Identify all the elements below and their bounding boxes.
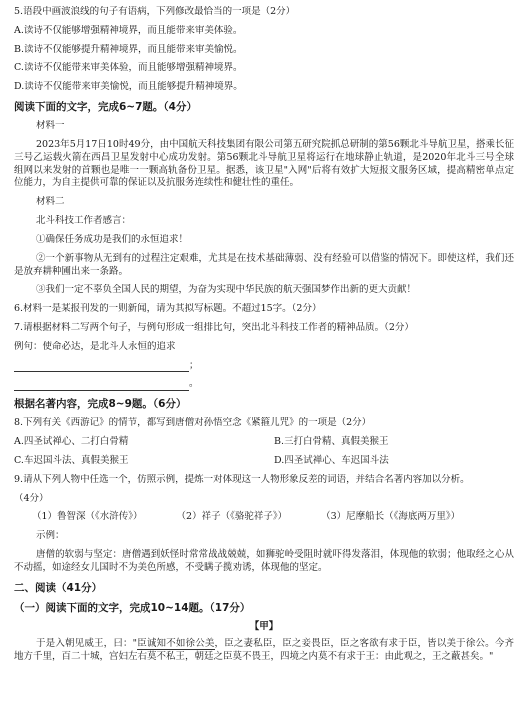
part2-heading: 二、阅读（41分） [14,581,103,594]
answer-blank-1[interactable] [14,361,189,372]
q8-options-row-2 [14,455,514,468]
passage-jia-post: ，臣之妻私臣，臣之妾畏臣，臣之客欲有求于臣，皆以美于徐公。今齐地方千里，百二十城，宫妇左右莫不私王，朝廷之臣莫不畏王，四境之内莫不有求于王：由此观之，王之蔽甚矣。" [14,637,514,662]
blank-end-1: ； [189,359,199,371]
q9-choice-2: （2）祥子（《骆驼祥子》） [176,511,288,523]
q8-options-row-1 [14,436,514,449]
q9-choice-3: （3）尼摩船长（《海底两万里》） [321,511,461,523]
q9-choices [32,511,514,524]
q8-stem: 8.下列有关《西游记》的情节，都写到唐僧对孙悟空念《紧箍儿咒》的一项是（2分） [14,417,372,429]
q9-score: （4分） [14,492,49,504]
q6-stem: 6.材料一是某报刊发的一则新闻，请为其拟写标题。不超过15字。（2分） [14,303,322,315]
material1-text: 2023年5月17日10时49分，由中国航天科技集团有限公司第五研究院抓总研制的第56颗北斗导航卫星，搭乘长征三号乙运载火箭在西昌卫星发射中心成功发射。第56颗北斗导航卫星将运行在地球静止轨道，是2020年北斗三号全球组网以来发射的首颗也是唯一一颗高轨备份卫星。据悉，该卫星"入网"后将有效扩大短报文服务区域，提高精密单点定位能力，为自主提供可靠的保证以及抗服务连续性和健壮性的重任。 [14,139,514,189]
material2-label: 材料二 [36,196,65,208]
material2-item-1: ①确保任务成功是我们的永恒追求！ [36,233,189,245]
q8-option-a: A.四圣试禅心、二打白骨精 [14,436,129,448]
q7-example: 例句：使命必达，是北斗人永恒的追求 [14,340,176,352]
part2-sub-heading: （一）阅读下面的文字，完成10~14题。（17分） [14,601,251,614]
blank-end-2: 。 [189,378,199,390]
passage-jia-text [14,638,514,664]
material2-item-3: ③我们一定不辜负全国人民的期望，为奋为实现中华民族的航天强国梦作出新的更大贡献！ [36,284,417,296]
passage-jia-label: 【甲】 [249,621,279,633]
q9-example-text: 唐僧的软弱与坚定：唐僧遇到妖怪时常常战战兢兢，如狮驼岭受阻时就吓得发落泪，体现他的软弱；他取经之心从不动摇，如途经女儿国时不为美色所感，不受瞒子揽劝诱，体现他的坚定。 [14,549,514,573]
q9-choice-1: （1）鲁智深（《水浒传》） [32,511,143,523]
q9-example-label: 示例： [36,530,65,542]
q7-answer-line-2[interactable] [14,378,514,391]
q5-option-a: A.读诗不仅能够增强精神境界，而且能带来审美体验。 [14,24,243,36]
answer-blank-2[interactable] [14,380,189,391]
q5-stem: 5.语段中画波浪线的句子有语病，下列修改最恰当的一项是（2分） [14,6,296,17]
material1-label: 材料一 [36,120,65,132]
q8-option-d: D.四圣试禅心、车迟国斗法 [274,455,389,467]
reading-6-7-heading: 阅读下面的文字，完成6~7题。（4分） [14,101,197,114]
q5-option-d: D.读诗不仅能带来审美愉悦，而且能够提升精神境界。 [14,81,243,93]
q5-option-b: B.读诗不仅能够提升精神境界，而且能带来审美愉悦。 [14,43,243,55]
q8-option-c: C.车迟国斗法、真假美猴王 [14,455,129,467]
material2-intro: 北斗科技工作者感言： [36,215,132,227]
classics-8-9-heading: 根据名著内容，完成8~9题。（6分） [14,398,187,411]
q9-stem: 9.请从下列人物中任选一个，仿照示例，提炼一对体现这一人物形象反差的词语，并结合名著内容加以分析。 [14,473,470,485]
passage-jia-pre: 于是入朝见威王，曰：" [36,637,138,649]
q5-option-c: C.读诗不仅能带来审美体验，而且能够增强精神境界。 [14,62,243,74]
material2-item-2: ②一个新事物从无到有的过程注定艰难，尤其是在技术基础薄弱、没有经验可以借鉴的情况下。即使这样，我们还是放弃耕种圃出来一条路。 [14,252,514,277]
q8-option-b: B.三打白骨精、真假美猴王 [274,436,389,448]
q7-answer-line-1[interactable] [14,360,514,373]
q7-stem: 7.请根据材料二写两个句子，与例句形成一组排比句，突出北斗科技工作者的精神品质。（2分） [14,321,414,333]
passage-jia-underlined: 臣诚知不如徐公美 [137,637,215,649]
